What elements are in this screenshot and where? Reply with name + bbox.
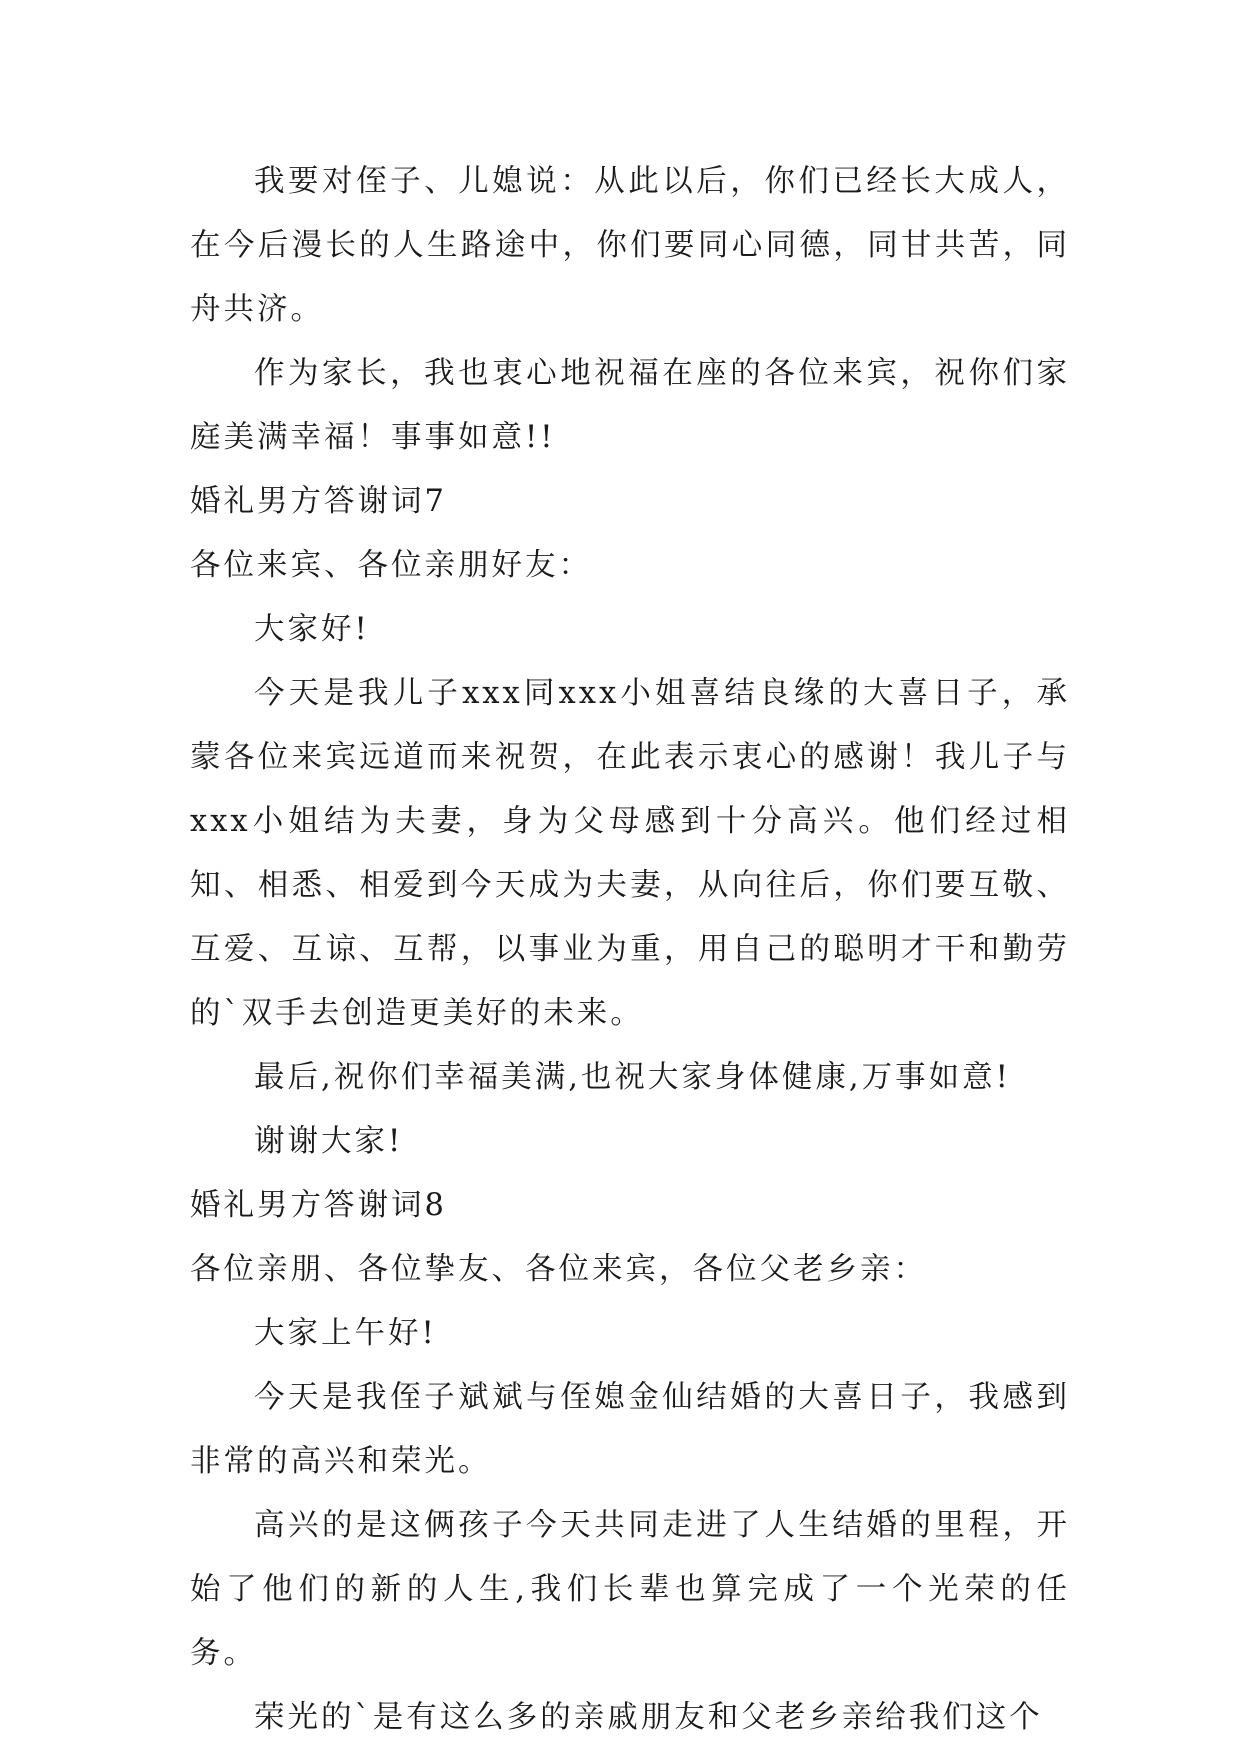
closing: 谢谢大家! <box>254 1124 404 1159</box>
paragraph: 最后,祝你们幸福美满,也祝大家身体健康,万事如意! <box>254 1060 1011 1095</box>
paragraph: 作为家长，我也衷心地祝福在座的各位来宾，祝你们家庭美满幸福！事事如意!! <box>190 356 1070 455</box>
greeting: 大家上午好! <box>254 1316 437 1351</box>
paragraph: 荣光的`是有这么多的亲戚朋友和父老乡亲给我们这个 <box>254 1700 1043 1735</box>
greeting: 大家好! <box>254 612 370 647</box>
salutation: 各位来宾、各位亲朋好友： <box>190 548 592 583</box>
salutation: 各位亲朋、各位挚友、各位来宾，各位父老乡亲： <box>190 1252 927 1287</box>
document-page <box>190 150 1070 1750</box>
paragraph: 今天是我儿子xxx同xxx小姐喜结良缘的大喜日子，承蒙各位来宾远道而来祝贺，在此表示衷心的感谢！我儿子与xxx小姐结为夫妻，身为父母感到十分高兴。他们经过相知、相悉、相爱到今天成为夫妻，从向往后，你们要互敬、互爱、互谅、互帮，以事业为重，用自己的聪明才干和勤劳的`双手去创造更美好的未来。 <box>190 676 1070 1031</box>
section-heading: 婚礼男方答谢词8 <box>190 1188 447 1223</box>
section-heading: 婚礼男方答谢词7 <box>190 484 447 519</box>
paragraph: 高兴的是这俩孩子今天共同走进了人生结婚的里程，开始了他们的新的人生,我们长辈也算完成了一个光荣的任务。 <box>190 1508 1070 1671</box>
paragraph: 今天是我侄子斌斌与侄媳金仙结婚的大喜日子，我感到非常的高兴和荣光。 <box>190 1380 1070 1479</box>
paragraph: 我要对侄子、儿媳说：从此以后，你们已经长大成人，在今后漫长的人生路途中，你们要同心同德，同甘共苦，同舟共济。 <box>190 164 1070 327</box>
